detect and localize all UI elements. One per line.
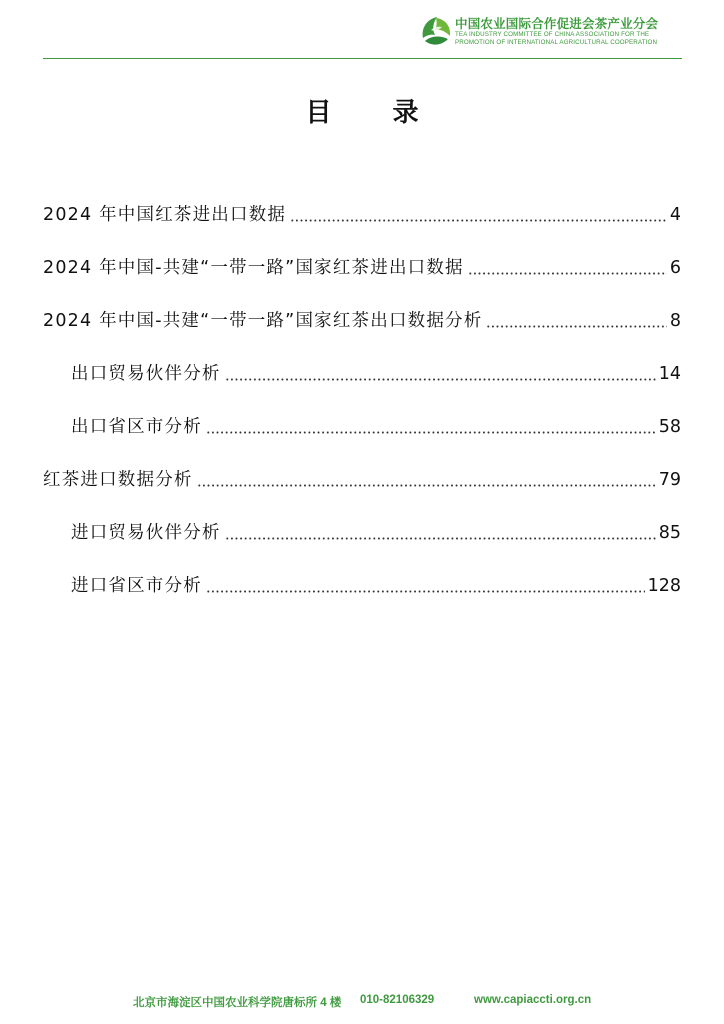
toc-entry-5[interactable] <box>71 415 681 439</box>
page-footer <box>0 994 724 1010</box>
toc-page-number: 85 <box>658 523 681 543</box>
toc-dot-leader <box>486 325 666 328</box>
toc-entry-6[interactable] <box>43 468 681 492</box>
toc-entry-label: 进口省区市分析 <box>71 576 202 596</box>
toc-dot-leader <box>206 431 656 434</box>
toc-dot-leader <box>468 272 667 275</box>
toc-page-number: 58 <box>658 417 681 437</box>
toc-entry-label: 进口贸易伙伴分析 <box>71 523 221 543</box>
toc-entry-3[interactable] <box>43 309 681 333</box>
toc-entry-label: 出口省区市分析 <box>71 417 202 437</box>
footer-website-link[interactable]: www.capiaccti.org.cn <box>474 994 592 1006</box>
toc-page-number: 79 <box>658 470 681 490</box>
toc-dot-leader <box>206 590 645 593</box>
header-divider <box>43 58 682 59</box>
toc-dot-leader <box>225 378 656 381</box>
organization-name <box>455 17 695 46</box>
toc-dot-leader <box>197 484 656 487</box>
toc-entry-label: 出口贸易伙伴分析 <box>71 364 221 384</box>
toc-entry-label: 红茶进口数据分析 <box>43 470 193 490</box>
footer-phone: 010-82106329 <box>360 994 435 1006</box>
toc-entry-8[interactable] <box>71 574 681 598</box>
toc-entry-4[interactable] <box>71 362 681 386</box>
toc-dot-leader <box>225 537 656 540</box>
organization-name-cn: 中国农业国际合作促进会茶产业分会 <box>455 16 659 31</box>
toc-page-number: 128 <box>647 576 681 596</box>
organization-name-en-line2: PROMOTION OF INTERNATIONAL AGRICULTURAL COOPERATION <box>455 38 658 46</box>
toc-entry-label: 2024 年中国-共建“一带一路”国家红茶出口数据分析 <box>43 311 483 331</box>
tea-leaf-logo-icon <box>419 14 453 48</box>
page-title: 目 录 <box>305 98 445 128</box>
toc-page-number: 6 <box>669 258 681 278</box>
toc-entry-label: 2024 年中国-共建“一带一路”国家红茶进出口数据 <box>43 258 464 278</box>
toc-page-number: 4 <box>669 205 681 225</box>
toc-entry-1[interactable] <box>43 203 681 227</box>
toc-entry-7[interactable] <box>71 521 681 545</box>
footer-address: 北京市海淀区中国农业科学院唐标所 4 楼 <box>133 997 342 1009</box>
toc-dot-leader <box>290 219 667 222</box>
toc-page-number: 8 <box>669 311 681 331</box>
page-header <box>0 0 724 60</box>
toc-page-number: 14 <box>658 364 681 384</box>
toc-entry-label: 2024 年中国红茶进出口数据 <box>43 205 287 225</box>
organization-name-en-line1: TEA INDUSTRY COMMITTEE OF CHINA ASSOCIATION FOR THE <box>455 31 650 38</box>
toc-entry-2[interactable] <box>43 256 681 280</box>
